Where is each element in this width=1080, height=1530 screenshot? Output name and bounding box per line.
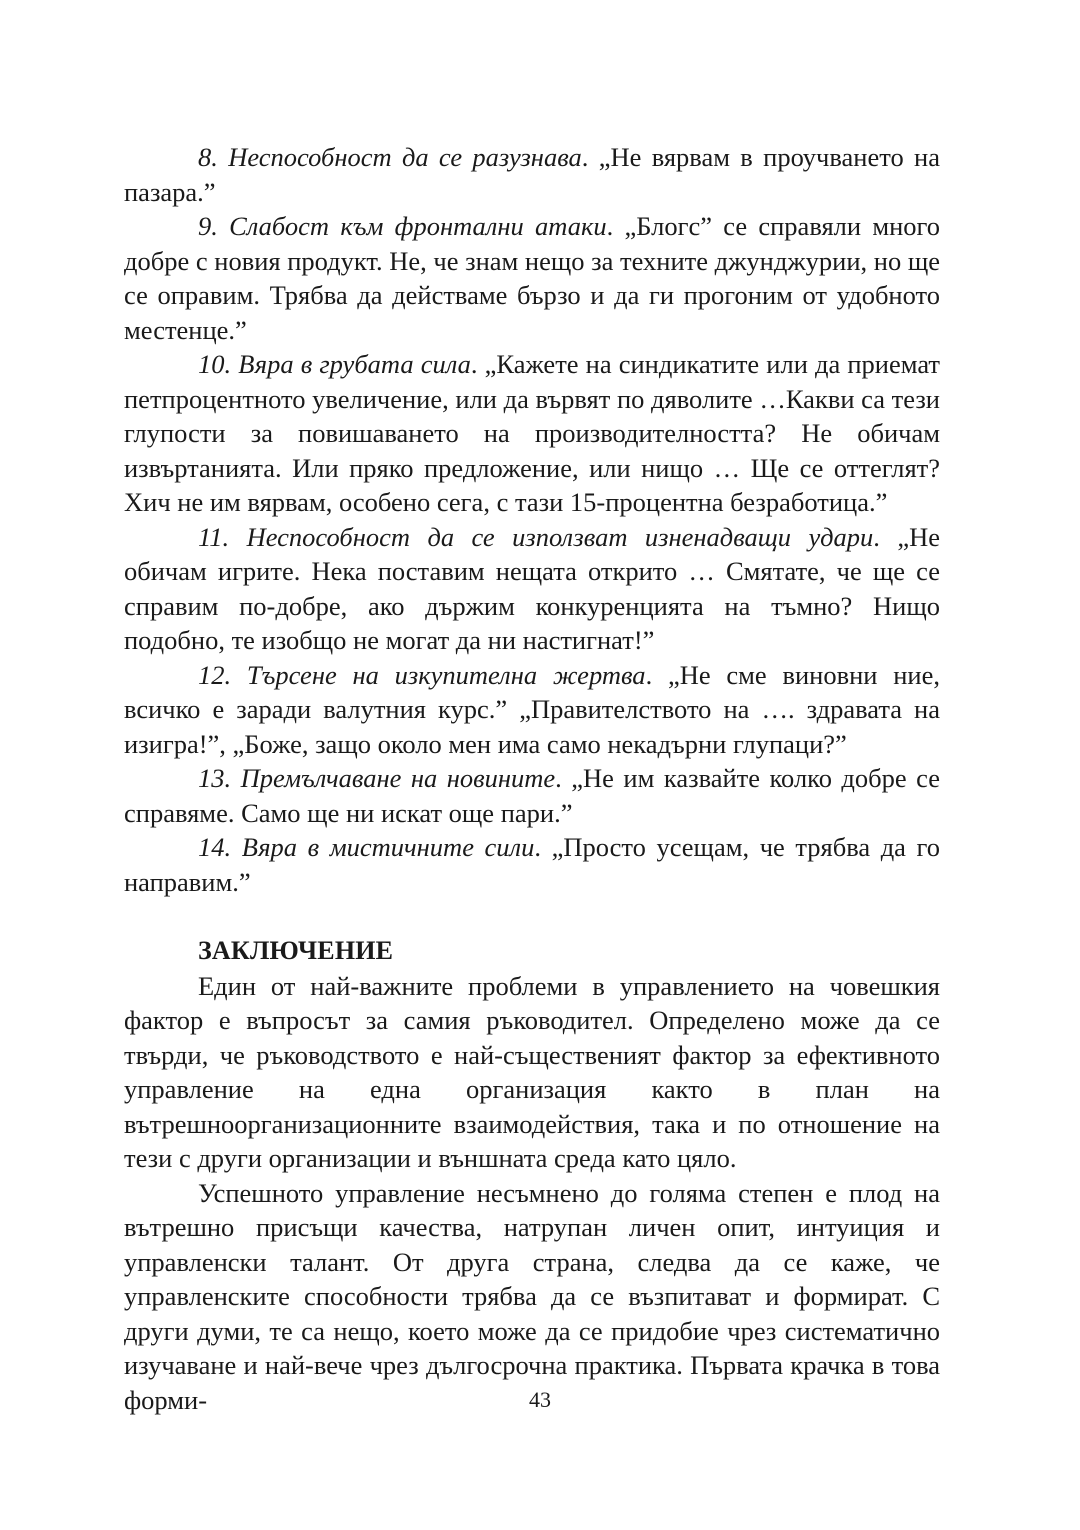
list-item-13 bbox=[124, 761, 940, 830]
list-item-8 bbox=[124, 140, 940, 209]
item-title: 9. Слабост към фронтални атаки bbox=[198, 211, 607, 241]
list-item-10 bbox=[124, 347, 940, 520]
item-text: . „Не сме виновни ние, всичко е заради валутния курс.” „Правителството на …. здравата на изигра!”, „Боже, защо около мен има само некадърни глупаци?” bbox=[124, 659, 940, 759]
item-text: . „Не вярвам в проучването на пазара.” bbox=[124, 142, 940, 207]
list-item-14 bbox=[124, 830, 940, 899]
item-text: . „Просто усещам, че трябва да го направим.” bbox=[124, 832, 940, 897]
conclusion-paragraph: Един от най-важните проблеми в управлението на човешкия фактор е въпросът за самия ръководител. Определено може да се твърди, че ръководството е най-същественият фактор за ефективното управление на една организация както в план на вътрешноорганизационните взаимодействия, така и по отношение на тези с други организации и външната среда като цяло. bbox=[124, 970, 940, 1173]
page-number: 43 bbox=[529, 1387, 551, 1412]
numbered-list bbox=[124, 140, 940, 899]
conclusion-paragraph: Успешното управление несъмнено до голяма степен е плод на вътрешно присъщи качества, натрупан личен опит, интуиция и управленски талант. От друга страна, следва да се каже, че управленските способности трябва да се възпитават и формират. С други думи, те са нещо, което може да се придобие чрез систематично изучаване и най-вече чрез дългосрочна практика. Първата крачка в това форми- bbox=[124, 1177, 940, 1415]
item-title: 11. Неспособност да се използват изненадващи удари bbox=[198, 521, 874, 552]
conclusion-body bbox=[124, 969, 940, 1418]
page-body bbox=[124, 140, 940, 1417]
item-text: . „Не обичам игрите. Нека поставим нещата открито … Смятате, че ще се справим по-добре, ако държим конкуренцията на тъмно? Нищо подобно, те изобщо не могат да ни настигнат!” bbox=[124, 521, 940, 655]
item-text: . „Не им казвайте колко добре се справяме. Само ще ни искат още пари.” bbox=[124, 763, 940, 828]
item-title: 10. Вяра в грубата сила bbox=[198, 349, 471, 379]
item-title: 14. Вяра в мистичните сили bbox=[198, 832, 535, 862]
item-title: 8. Неспособност да се разузнава bbox=[198, 142, 582, 172]
list-item-12 bbox=[124, 658, 940, 762]
item-title: 12. Търсене на изкупителна жертва bbox=[198, 659, 646, 690]
item-title: 13. Премълчаване на новините bbox=[198, 763, 556, 793]
conclusion-heading: ЗАКЛЮЧЕНИЕ bbox=[198, 936, 394, 965]
list-item-11 bbox=[124, 520, 940, 658]
list-item-9 bbox=[124, 209, 940, 347]
item-text: . „Кажете на синдикатите или да приемат петпроцентното увеличение, или да вървят по дяволите …Какви са тези глупости за повишаването на производителността? Не обичам извъртанията. Или пряко предложение, или нищо … Ще се оттеглят? Хич не им вярвам, особено сега, с тази 15-процентна безработица.” bbox=[124, 349, 940, 517]
item-text: . „Блогс” се справяли много добре с новия продукт. Не, че знам нещо за техните джунджурии, но ще се оправим. Трябва да действаме бързо и да ги прогоним от удобното местенце.” bbox=[124, 211, 940, 345]
